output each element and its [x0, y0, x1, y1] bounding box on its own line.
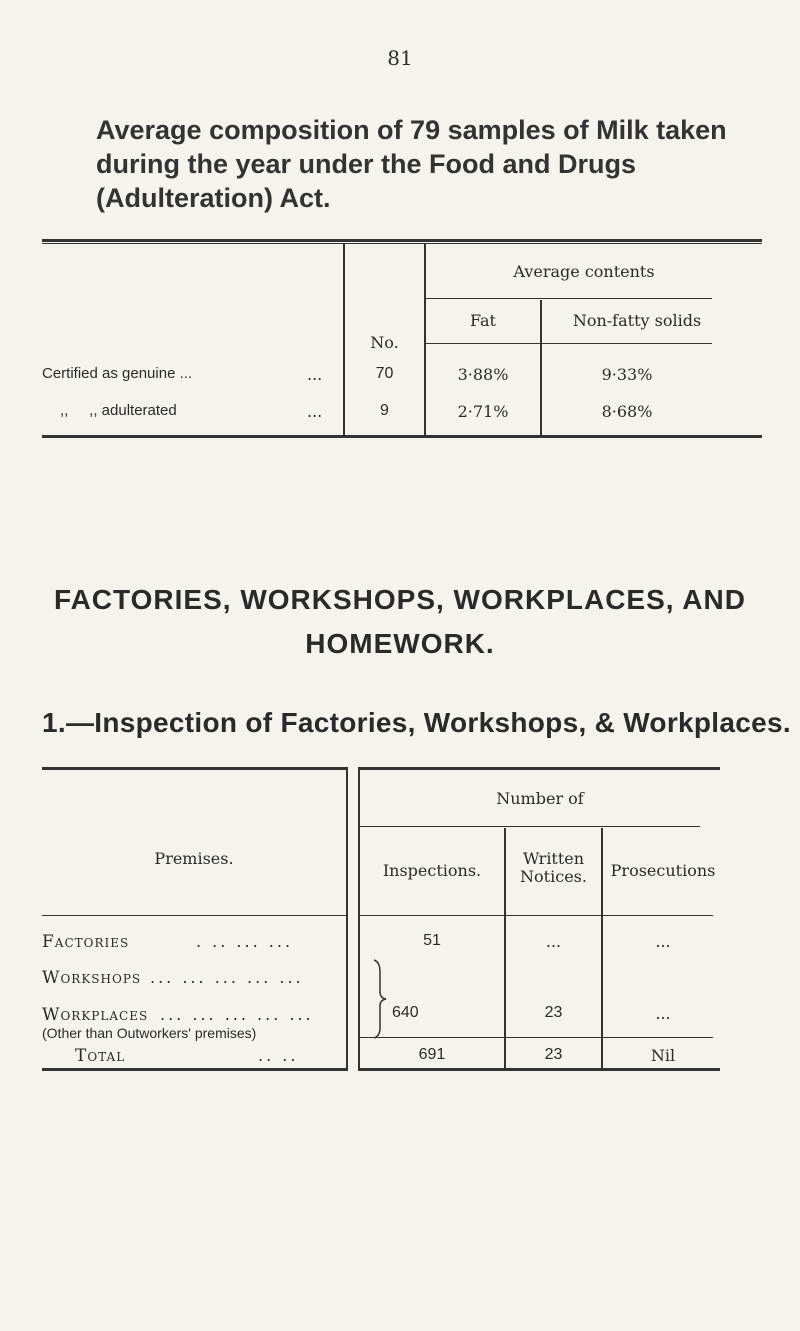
row-label: Certified as genuine ...	[42, 365, 193, 382]
row-label: Factories	[42, 932, 130, 952]
header-rule	[360, 915, 504, 916]
merged-inspections-value: 640	[392, 1004, 419, 1021]
table-bottom-rule	[42, 435, 762, 438]
no-column-header: No.	[370, 333, 399, 352]
header-rule	[603, 915, 713, 916]
notices-value: ...	[545, 932, 562, 951]
fat-value: 3·88%	[457, 365, 509, 384]
column-divider	[358, 770, 360, 1070]
prosecutions-value: ...	[655, 932, 671, 951]
table-top-rule	[42, 239, 762, 242]
inspections-value: 51	[423, 932, 441, 949]
sample-count: 70	[375, 365, 394, 382]
merged-notices-value: 23	[544, 1004, 563, 1021]
header-rule	[42, 915, 346, 916]
fat-value: 2·71%	[457, 402, 509, 421]
number-of-header: Number of	[496, 789, 584, 808]
table-top-rule	[358, 767, 720, 770]
row-label: Workshops	[42, 968, 142, 988]
total-label: Total	[75, 1046, 126, 1066]
factories-heading: FACTORIES, WORKSHOPS, WORKPLACES, AND HOMEWORK.	[54, 584, 746, 659]
brace-icon	[370, 958, 390, 1040]
written-notices-header: Written Notices.	[520, 849, 587, 886]
leader-dots: ...	[307, 402, 323, 421]
leader-dots: ... ... ... ... ...	[160, 1005, 314, 1024]
leader-dots: ... ... ... ... ...	[150, 968, 304, 987]
premises-header: Premises.	[154, 849, 234, 868]
table-bottom-rule	[42, 1068, 348, 1071]
page-number: 81	[387, 46, 413, 70]
header-rule	[360, 826, 700, 827]
header-rule	[506, 915, 601, 916]
non-fatty-solids-header: Non-fatty solids	[572, 311, 702, 330]
leader-dots: .. ..	[258, 1046, 299, 1065]
total-rule	[603, 1037, 713, 1038]
row-label: ,, ,, adulterated	[60, 402, 177, 419]
total-rule	[506, 1037, 601, 1038]
average-contents-header: Average contents	[513, 262, 655, 281]
table-top-rule-thin	[42, 243, 762, 244]
inspection-section-title: 1.—Inspection of Factories, Workshops, & Workplaces.	[42, 707, 791, 738]
leader-dots: ...	[307, 365, 323, 384]
milk-table-title: Average composition of 79 samples of Milk taken during the year under the Food and Drugs (Adulteration) Act.	[96, 115, 727, 213]
column-divider	[346, 770, 348, 1070]
leader-dots: . .. ... ...	[196, 932, 294, 951]
prosecutions-header: Prosecutions	[610, 861, 716, 880]
fat-column-header: Fat	[470, 311, 496, 330]
table-top-rule	[42, 767, 348, 770]
table-bottom-rule	[358, 1068, 720, 1071]
nfs-value: 8·68%	[601, 402, 653, 421]
nfs-value: 9·33%	[601, 365, 653, 384]
total-notices: 23	[544, 1046, 563, 1063]
row-label: Workplaces	[42, 1005, 149, 1025]
header-rule	[424, 343, 712, 344]
row-sublabel: (Other than Outworkers' premises)	[42, 1025, 257, 1041]
total-inspections: 691	[418, 1046, 446, 1063]
total-prosecutions: Nil	[650, 1046, 676, 1065]
sample-count: 9	[380, 402, 389, 419]
merged-prosecutions-value: ...	[655, 1004, 671, 1023]
inspections-header: Inspections.	[382, 861, 482, 880]
header-rule	[424, 298, 712, 299]
